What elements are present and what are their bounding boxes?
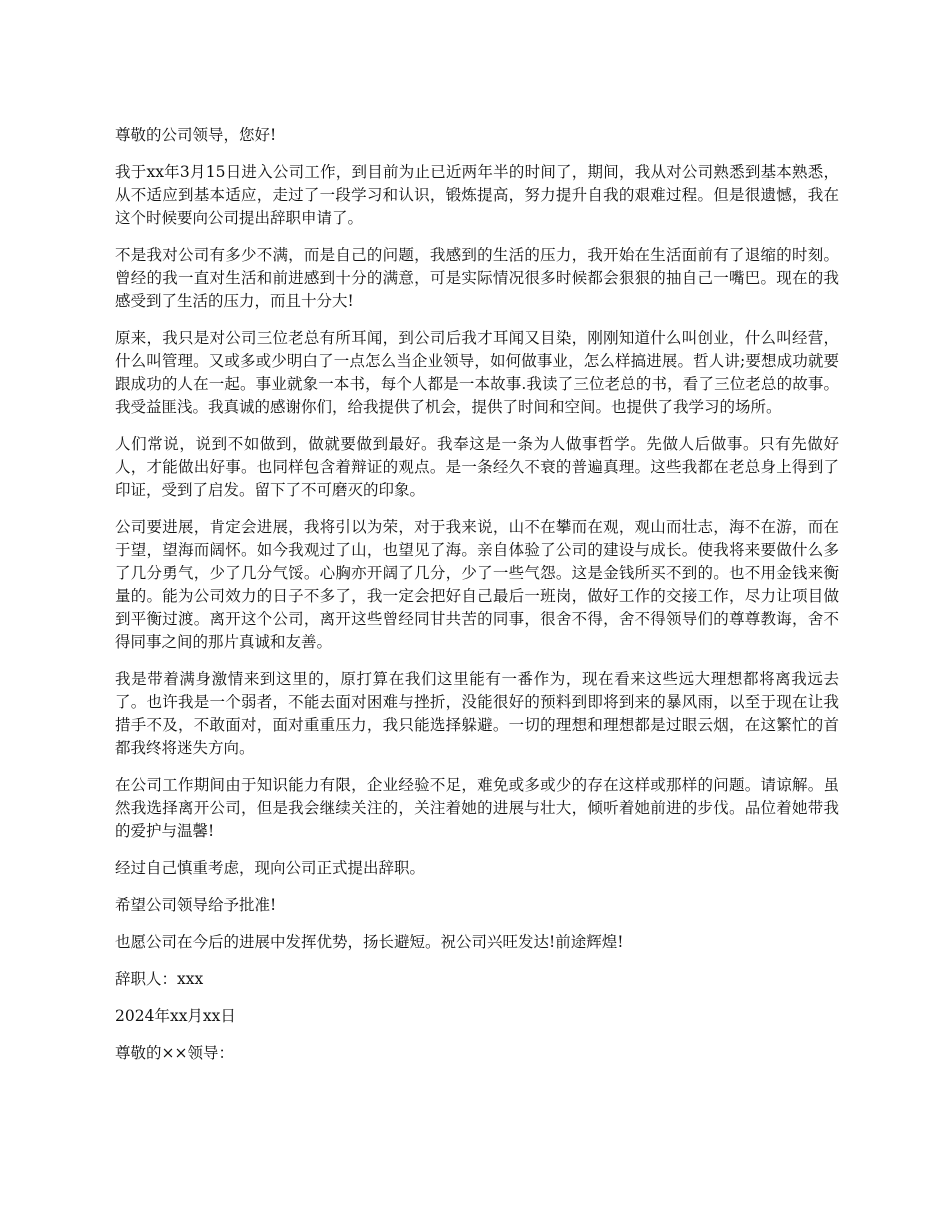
document-body bbox=[115, 124, 839, 1079]
paragraph-intro: 我于xx年3月15日进入公司工作，到目前为止已近两年半的时间了，期间，我从对公司熟悉到基本熟悉，从不适应到基本适应，走过了一段学习和认识，锻炼提高，努力提升自我的艰难过程。但是很遗憾，我在这个时候要向公司提出辞职申请了。 bbox=[115, 163, 839, 227]
paragraph-passion: 我是带着满身激情来到这里的，原打算在我们这里能有一番作为，现在看来这些远大理想都将离我远去了。也许我是一个弱者，不能去面对困难与挫折，没能很好的预料到即将到来的暴风雨，以至于现在让我措手不及，不敢面对，面对重重压力，我只能选择躲避。一切的理想和理想都是过眼云烟，在这繁忙的首都我终将迷失方向。 bbox=[115, 670, 839, 757]
paragraph-wishes: 也愿公司在今后的进展中发挥优势，扬长避短。祝公司兴旺发达!前途辉煌! bbox=[115, 933, 624, 951]
next-salutation: 尊敬的××领导： bbox=[115, 1044, 234, 1062]
paragraph-decision: 经过自己慎重考虑，现向公司正式提出辞职。 bbox=[115, 859, 426, 877]
paragraph-request: 希望公司领导给予批准! bbox=[115, 896, 277, 914]
paragraph-gratitude: 原来，我只是对公司三位老总有所耳闻，到公司后我才耳闻又目染，刚刚知道什么叫创业，什么叫经营，什么叫管理。又或多或少明白了一点怎么当企业领导，如何做事业，怎么样搞进展。哲人讲;要想成功就要跟成功的人在一起。事业就象一本书，每个人都是一本故事.我读了三位老总的书，看了三位老总的故事。我受益匪浅。我真诚的感谢你们，给我提供了机会，提供了时间和空间。也提供了我学习的场所。 bbox=[115, 329, 839, 416]
paragraph-philosophy: 人们常说，说到不如做到，做就要做到最好。我奉这是一条为人做事哲学。先做人后做事。只有先做好人，才能做出好事。也同样包含着辩证的观点。是一条经久不衰的普遍真理。这些我都在老总身上得到了印证，受到了启发。留下了不可磨灭的印象。 bbox=[115, 435, 839, 499]
salutation: 尊敬的公司领导，您好! bbox=[115, 126, 277, 144]
paragraph-development: 公司要进展，肯定会进展，我将引以为荣，对于我来说，山不在攀而在观，观山而壮志，海不在游，而在于望，望海而阔怀。如今我观过了山，也望见了海。亲自体验了公司的建设与成长。使我将来要做什么多了几分勇气，少了几分气馁。心胸亦开阔了几分，少了一些气怨。这是金钱所买不到的。也不用金钱来衡量的。能为公司效力的日子不多了，我一定会把好自己最后一班岗，做好工作的交接工作，尽力让项目做到平衡过渡。离开这个公司，离开这些曾经同甘共苦的同事，很舍不得，舍不得领导们的尊尊教诲，舍不得同事之间的那片真诚和友善。 bbox=[115, 518, 839, 651]
paragraph-apology: 在公司工作期间由于知识能力有限，企业经验不足，难免或多或少的存在这样或那样的问题。请谅解。虽然我选择离开公司，但是我会继续关注的，关注着她的进展与壮大，倾听着她前进的步伐。品位着她带我的爱护与温馨! bbox=[115, 776, 839, 840]
signature: 辞职人：xxx bbox=[115, 970, 204, 988]
date: 2024年xx月xx日 bbox=[115, 1007, 236, 1025]
paragraph-reason: 不是我对公司有多少不满，而是自己的问题，我感到的生活的压力，我开始在生活面前有了退缩的时刻。曾经的我一直对生活和前进感到十分的满意，可是实际情况很多时候都会狠狠的抽自己一嘴巴。现在的我感受到了生活的压力，而且十分大! bbox=[115, 246, 839, 310]
